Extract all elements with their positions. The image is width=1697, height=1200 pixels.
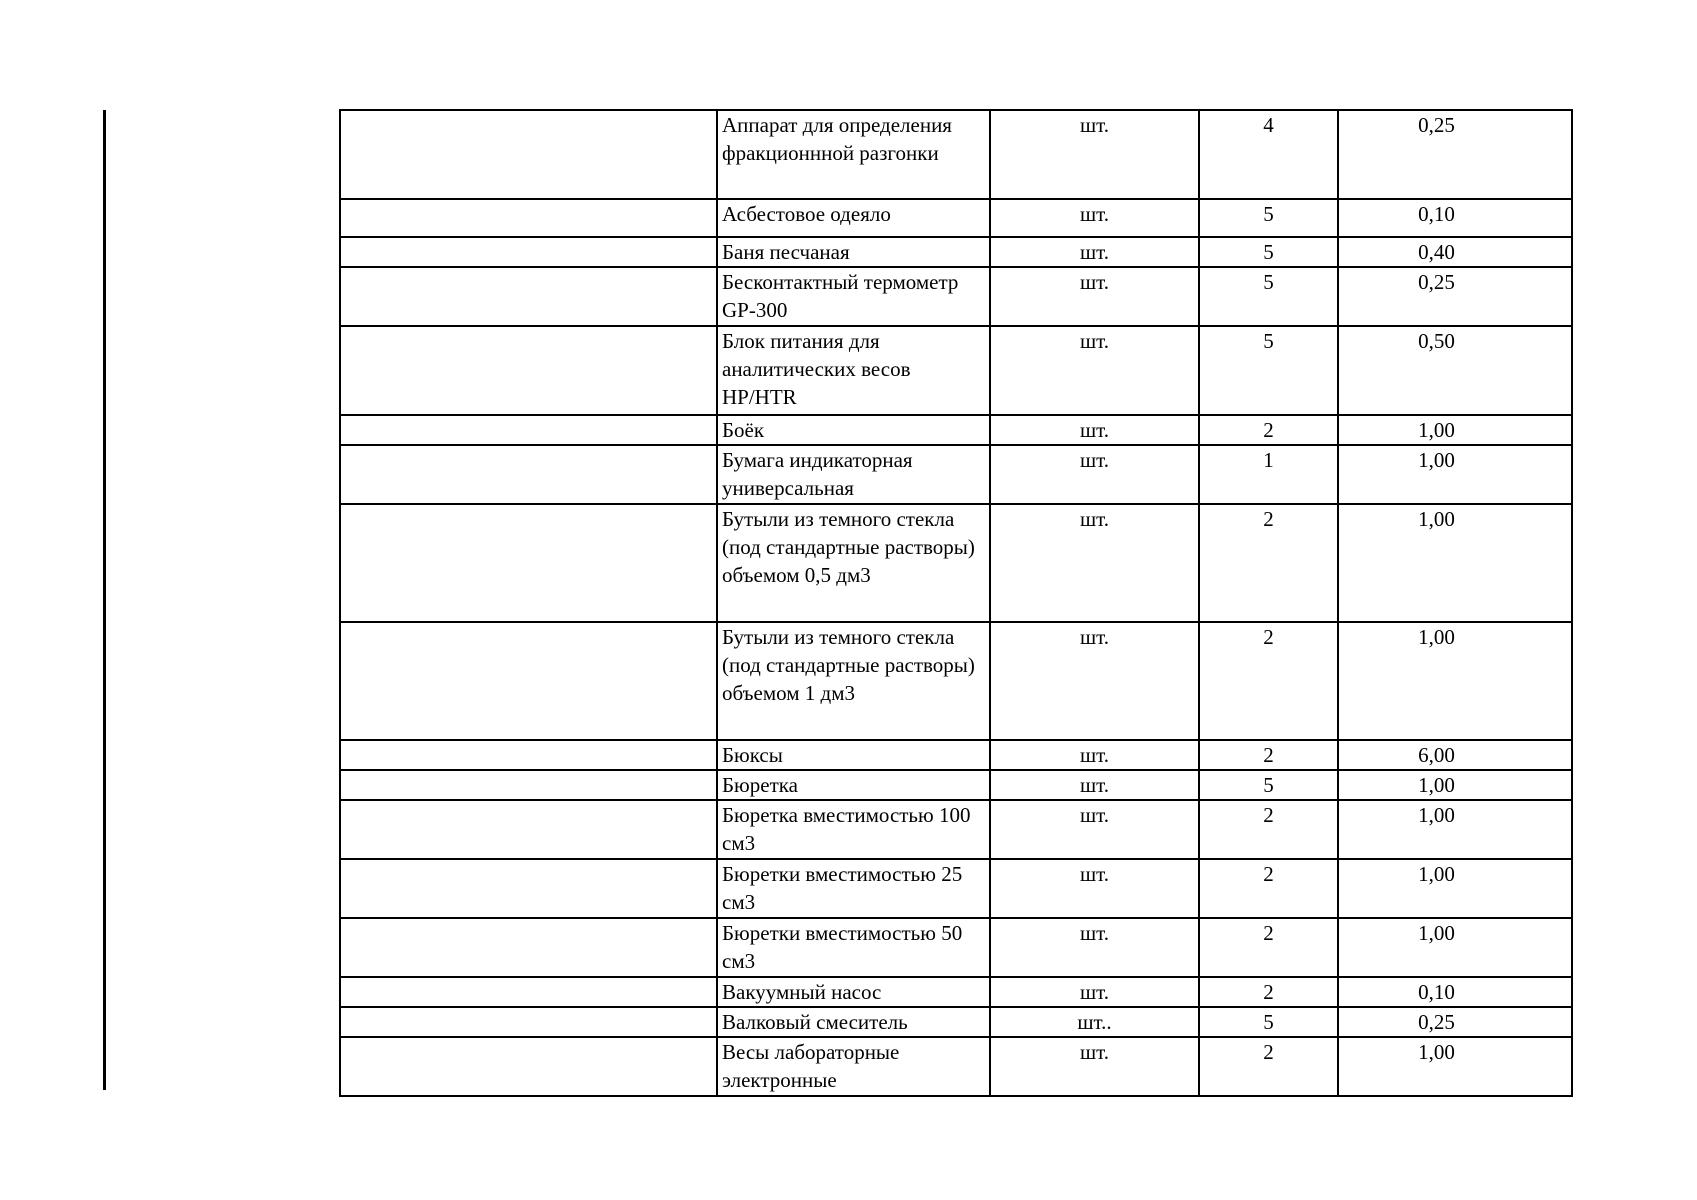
empty-cell: [340, 445, 717, 504]
coefficient-cell: 1,00: [1338, 504, 1572, 622]
coefficient-cell: 1,00: [1338, 415, 1572, 445]
table-row: [340, 1037, 1572, 1096]
coefficient-cell: 0,10: [1338, 199, 1572, 237]
empty-cell: [340, 237, 717, 267]
margin-line: [103, 110, 106, 1090]
unit-cell: шт.: [990, 800, 1199, 859]
empty-cell: [340, 326, 717, 415]
empty-cell: [340, 415, 717, 445]
table-row: [340, 800, 1572, 859]
table-row: [340, 415, 1572, 445]
quantity-cell: 2: [1199, 918, 1338, 977]
table-row: [340, 1007, 1572, 1037]
item-name-cell: Бюксы: [717, 740, 990, 770]
unit-cell: шт.: [990, 622, 1199, 740]
coefficient-cell: 1,00: [1338, 1037, 1572, 1096]
quantity-cell: 2: [1199, 622, 1338, 740]
table-row: [340, 110, 1572, 199]
unit-cell: шт.: [990, 415, 1199, 445]
item-name-cell: Баня песчаная: [717, 237, 990, 267]
table-row: [340, 859, 1572, 918]
quantity-cell: 2: [1199, 740, 1338, 770]
quantity-cell: 2: [1199, 1037, 1338, 1096]
table-row: [340, 445, 1572, 504]
quantity-cell: 5: [1199, 237, 1338, 267]
item-name-cell: Вакуумный насос: [717, 977, 990, 1007]
item-name-cell: Бутыли из темного стекла (под стандартные растворы) объемом 1 дм3: [717, 622, 990, 740]
table-row: [340, 237, 1572, 267]
item-name-cell: Бюретка: [717, 770, 990, 800]
unit-cell: шт.: [990, 237, 1199, 267]
equipment-table: [339, 109, 1573, 1097]
table-row: [340, 199, 1572, 237]
quantity-cell: 5: [1199, 267, 1338, 326]
quantity-cell: 2: [1199, 859, 1338, 918]
empty-cell: [340, 110, 717, 199]
empty-cell: [340, 977, 717, 1007]
quantity-cell: 1: [1199, 445, 1338, 504]
unit-cell: шт.: [990, 918, 1199, 977]
quantity-cell: 5: [1199, 770, 1338, 800]
unit-cell: шт.: [990, 977, 1199, 1007]
unit-cell: шт.: [990, 110, 1199, 199]
empty-cell: [340, 504, 717, 622]
unit-cell: шт.: [990, 326, 1199, 415]
item-name-cell: Аппарат для определения фракционнной разгонки: [717, 110, 990, 199]
table-row: [340, 504, 1572, 622]
empty-cell: [340, 267, 717, 326]
coefficient-cell: 6,00: [1338, 740, 1572, 770]
coefficient-cell: 1,00: [1338, 859, 1572, 918]
empty-cell: [340, 918, 717, 977]
unit-cell: шт.: [990, 445, 1199, 504]
table-row: [340, 326, 1572, 415]
empty-cell: [340, 1007, 717, 1037]
quantity-cell: 2: [1199, 977, 1338, 1007]
unit-cell: шт.: [990, 770, 1199, 800]
table-row: [340, 622, 1572, 740]
quantity-cell: 4: [1199, 110, 1338, 199]
unit-cell: шт.: [990, 267, 1199, 326]
coefficient-cell: 1,00: [1338, 918, 1572, 977]
coefficient-cell: 0,50: [1338, 326, 1572, 415]
quantity-cell: 2: [1199, 504, 1338, 622]
item-name-cell: Бумага индикаторная универсальная: [717, 445, 990, 504]
table-row: [340, 977, 1572, 1007]
empty-cell: [340, 859, 717, 918]
table-row: [340, 740, 1572, 770]
coefficient-cell: 0,40: [1338, 237, 1572, 267]
item-name-cell: Бюретки вместимостью 50 см3: [717, 918, 990, 977]
item-name-cell: Бюретка вместимостью 100 см3: [717, 800, 990, 859]
table-row: [340, 918, 1572, 977]
quantity-cell: 5: [1199, 1007, 1338, 1037]
item-name-cell: Бюретки вместимостью 25 см3: [717, 859, 990, 918]
empty-cell: [340, 800, 717, 859]
quantity-cell: 2: [1199, 415, 1338, 445]
unit-cell: шт.: [990, 740, 1199, 770]
table-row: [340, 267, 1572, 326]
quantity-cell: 2: [1199, 800, 1338, 859]
empty-cell: [340, 770, 717, 800]
coefficient-cell: 1,00: [1338, 770, 1572, 800]
item-name-cell: Бутыли из темного стекла (под стандартные растворы) объемом 0,5 дм3: [717, 504, 990, 622]
unit-cell: шт..: [990, 1007, 1199, 1037]
unit-cell: шт.: [990, 199, 1199, 237]
unit-cell: шт.: [990, 1037, 1199, 1096]
empty-cell: [340, 622, 717, 740]
coefficient-cell: 0,25: [1338, 267, 1572, 326]
empty-cell: [340, 199, 717, 237]
unit-cell: шт.: [990, 859, 1199, 918]
item-name-cell: Валковый смеситель: [717, 1007, 990, 1037]
coefficient-cell: 0,25: [1338, 1007, 1572, 1037]
item-name-cell: Блок питания для аналитических весов HP/HTR: [717, 326, 990, 415]
item-name-cell: Асбестовое одеяло: [717, 199, 990, 237]
item-name-cell: Бесконтактный термометр GP-300: [717, 267, 990, 326]
empty-cell: [340, 1037, 717, 1096]
quantity-cell: 5: [1199, 326, 1338, 415]
item-name-cell: Весы лабораторные электронные: [717, 1037, 990, 1096]
empty-cell: [340, 740, 717, 770]
coefficient-cell: 0,25: [1338, 110, 1572, 199]
equipment-table-body: [340, 110, 1572, 1096]
coefficient-cell: 0,10: [1338, 977, 1572, 1007]
coefficient-cell: 1,00: [1338, 445, 1572, 504]
table-row: [340, 770, 1572, 800]
item-name-cell: Боёк: [717, 415, 990, 445]
unit-cell: шт.: [990, 504, 1199, 622]
coefficient-cell: 1,00: [1338, 622, 1572, 740]
quantity-cell: 5: [1199, 199, 1338, 237]
coefficient-cell: 1,00: [1338, 800, 1572, 859]
